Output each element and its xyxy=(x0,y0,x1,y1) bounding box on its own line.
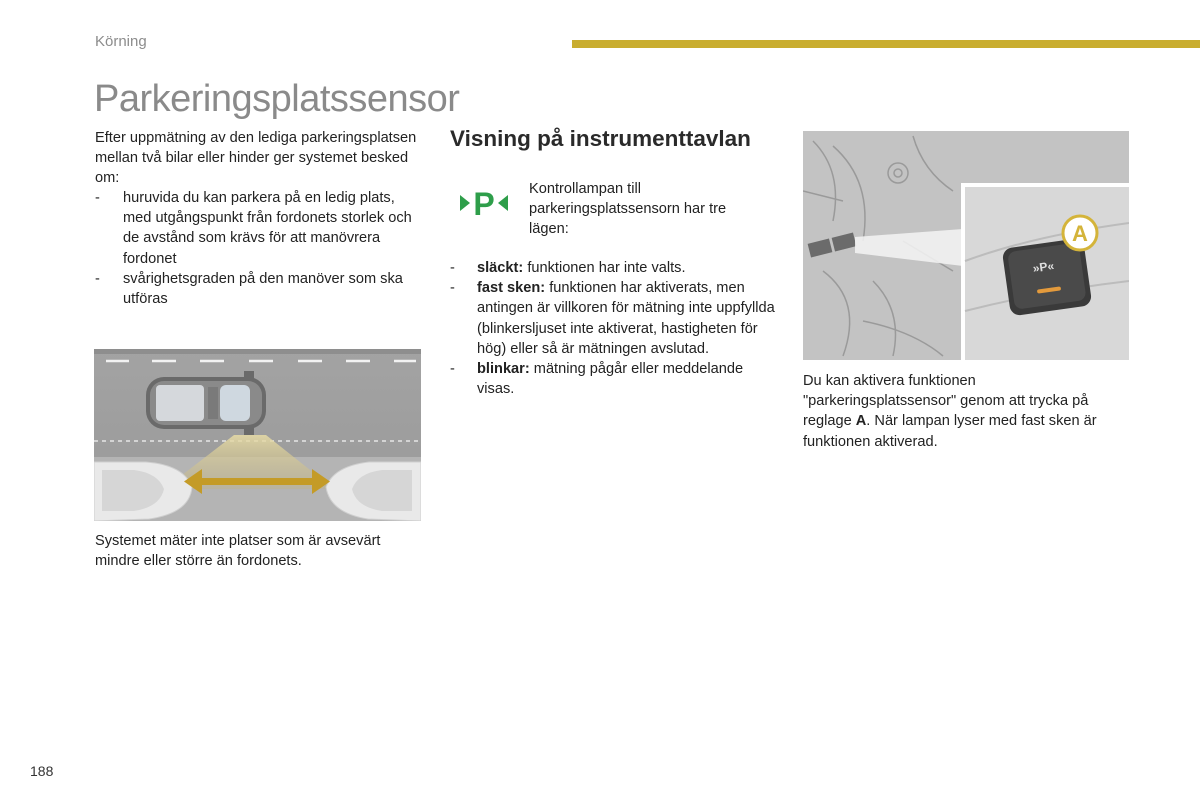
mode-term: släckt: xyxy=(477,260,524,276)
caption-text: Du kan aktivera funktionen "parkeringsplatssensor" genom att trycka på reglage xyxy=(803,373,1089,430)
caption-text: . När lampan lyser med fast sken är funktionen aktiverad. xyxy=(803,413,1097,450)
list-item xyxy=(450,359,780,399)
list-item: - svårighetsgraden på den manöver som ska utföras xyxy=(95,269,425,309)
indicator-letter: P xyxy=(473,186,495,220)
label-a-text: A xyxy=(1072,221,1088,246)
mode-term: fast sken: xyxy=(477,280,546,297)
figure-caption: Systemet mäter inte platser som är avsevärt mindre eller större än fordonets. xyxy=(95,533,381,570)
mode-description: mätning pågår eller meddelande visas. xyxy=(477,361,744,398)
measurement-results-list xyxy=(95,188,425,309)
mode-term: blinkar: xyxy=(477,361,530,378)
list-item xyxy=(450,278,780,359)
control-reference: A xyxy=(855,413,867,430)
parking-sensor-warning-lamp-icon xyxy=(458,186,510,220)
header-accent-bar xyxy=(572,40,1200,48)
page-number: 188 xyxy=(30,763,54,779)
label-a-icon xyxy=(1063,216,1097,250)
button-symbol-icon: »P« xyxy=(1031,258,1055,276)
lamp-description: Kontrollampan till parkeringsplatssensorn har tre lägen: xyxy=(529,181,727,238)
button-caption xyxy=(803,371,1123,452)
lamp-modes-list xyxy=(450,258,780,399)
dashboard-button-illustration xyxy=(803,131,1129,360)
moving-car-icon xyxy=(146,371,266,435)
section-label: Körning xyxy=(95,33,147,50)
list-item: - huruvida du kan parkera på en ledig plats, med utgångspunkt från fordonets storlek och de avstånd som krävs för att manövrera fordonet xyxy=(95,188,425,269)
parking-space-illustration xyxy=(94,349,421,521)
list-item xyxy=(450,258,780,278)
mode-description: funktionen har inte valts. xyxy=(527,260,686,276)
page-title: Parkeringsplatssensor xyxy=(94,78,460,120)
intro-paragraph: Efter uppmätning av den lediga parkeringsplatsen mellan två bilar eller hinder ger systemet besked om: xyxy=(95,130,417,187)
mode-description: funktionen har aktiverats, men antingen är villkoren för mätning inte uppfyllda (blinkersljuset inte aktiverat, hastigheten för hög) eller så är mätningen avslutad. xyxy=(477,280,775,357)
instrument-panel-heading: Visning på instrumenttavlan xyxy=(450,126,751,151)
